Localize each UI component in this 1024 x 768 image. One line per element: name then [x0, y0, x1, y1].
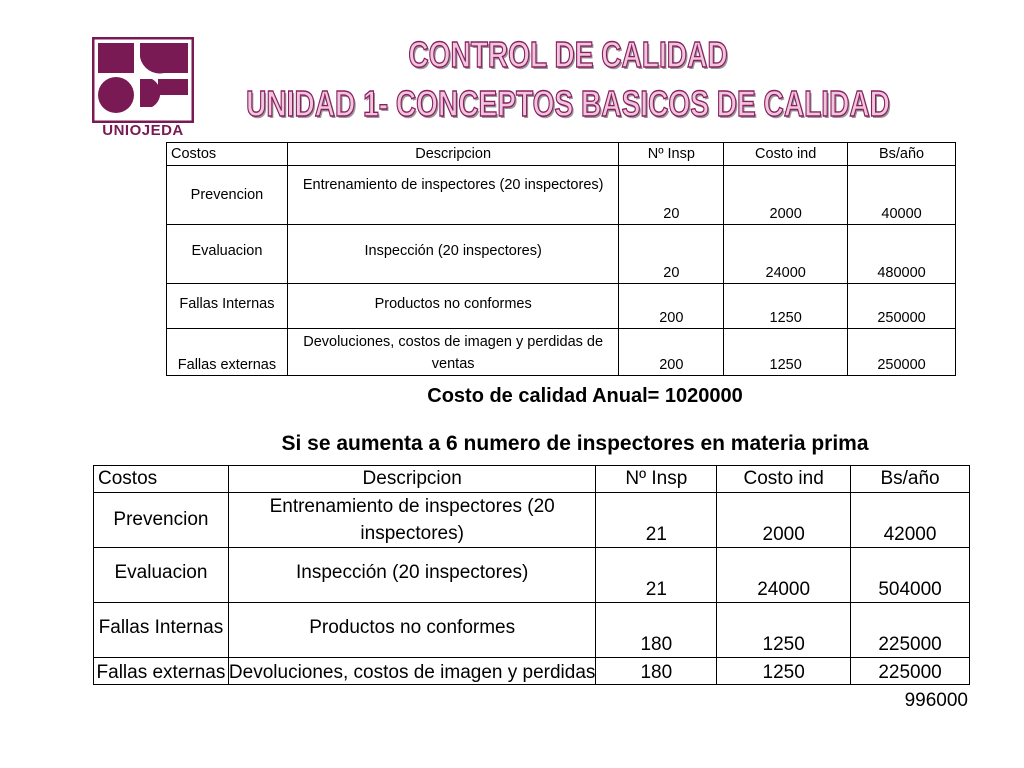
- table-row: [167, 166, 956, 225]
- logo-text: UNIOJEDA: [102, 122, 184, 139]
- table-row: [94, 658, 970, 685]
- header-descripcion: Descripcion: [228, 466, 596, 493]
- cell-insp: 200: [619, 329, 724, 376]
- header-bs-anio: Bs/año: [851, 466, 970, 493]
- cell-costos: Fallas externas: [94, 658, 229, 685]
- table-row: [94, 493, 970, 548]
- header-insp: Nº Insp: [619, 143, 724, 166]
- cell-bs-anio: 480000: [848, 225, 956, 284]
- cell-insp: 180: [596, 658, 717, 685]
- cost-table-original: [166, 142, 956, 376]
- cell-costo-ind: 1250: [724, 329, 848, 376]
- cell-descripcion: Entrenamiento de inspectores (20 inspectores): [287, 166, 619, 225]
- cell-insp: 21: [596, 548, 717, 603]
- page-title: CONTROL DE CALIDAD: [408, 34, 728, 75]
- table-row: [167, 225, 956, 284]
- cell-costos: Evaluacion: [94, 548, 229, 603]
- cost-table-scenario: [93, 465, 970, 685]
- cell-costos: Evaluacion: [167, 225, 288, 284]
- cell-descripcion: Entrenamiento de inspectores (20 inspectores): [228, 493, 596, 548]
- cell-descripcion: Inspección (20 inspectores): [287, 225, 619, 284]
- cell-bs-anio: 504000: [851, 548, 970, 603]
- cell-insp: 20: [619, 225, 724, 284]
- header-costo-ind: Costo ind: [724, 143, 848, 166]
- cell-costo-ind: 24000: [717, 548, 851, 603]
- cell-bs-anio: 225000: [851, 658, 970, 685]
- header-insp: Nº Insp: [596, 466, 717, 493]
- cell-bs-anio: 250000: [848, 329, 956, 376]
- table-row: [167, 329, 956, 376]
- cell-insp: 180: [596, 603, 717, 658]
- cell-costos: Fallas externas: [167, 329, 288, 376]
- cell-costos: Fallas Internas: [167, 284, 288, 329]
- cell-costos: Prevencion: [94, 493, 229, 548]
- cell-insp: 200: [619, 284, 724, 329]
- cell-costo-ind: 2000: [724, 166, 848, 225]
- table-header-row: [167, 143, 956, 166]
- cell-costos: Fallas Internas: [94, 603, 229, 658]
- header-descripcion: Descripcion: [287, 143, 619, 166]
- cell-costo-ind: 1250: [717, 603, 851, 658]
- cell-descripcion: Productos no conformes: [228, 603, 596, 658]
- page-subtitle: UNIDAD 1- CONCEPTOS BASICOS DE CALIDAD: [246, 83, 890, 124]
- scenario-total: 996000: [904, 690, 968, 711]
- cell-costo-ind: 2000: [717, 493, 851, 548]
- header-costos: Costos: [167, 143, 288, 166]
- header-costo-ind: Costo ind: [717, 466, 851, 493]
- header-costos: Costos: [94, 466, 229, 493]
- cell-bs-anio: 225000: [851, 603, 970, 658]
- table-header-row: [94, 466, 970, 493]
- table-row: [94, 603, 970, 658]
- cell-insp: 21: [596, 493, 717, 548]
- cell-bs-anio: 42000: [851, 493, 970, 548]
- cell-costo-ind: 1250: [717, 658, 851, 685]
- cell-descripcion: Devoluciones, costos de imagen y perdidas: [228, 658, 596, 685]
- table-row: [167, 284, 956, 329]
- cell-insp: 20: [619, 166, 724, 225]
- cell-costos: Prevencion: [167, 166, 288, 225]
- cell-costo-ind: 24000: [724, 225, 848, 284]
- cell-bs-anio: 250000: [848, 284, 956, 329]
- cell-descripcion: Productos no conformes: [287, 284, 619, 329]
- annual-quality-cost: Costo de calidad Anual= 1020000: [427, 385, 743, 407]
- table-row: [94, 548, 970, 603]
- cell-costo-ind: 1250: [724, 284, 848, 329]
- cell-descripcion: Inspección (20 inspectores): [228, 548, 596, 603]
- header-bs-anio: Bs/año: [848, 143, 956, 166]
- cell-bs-anio: 40000: [848, 166, 956, 225]
- cell-descripcion: Devoluciones, costos de imagen y perdidas de ventas: [287, 329, 619, 376]
- scenario-note: Si se aumenta a 6 numero de inspectores en materia prima: [281, 432, 869, 455]
